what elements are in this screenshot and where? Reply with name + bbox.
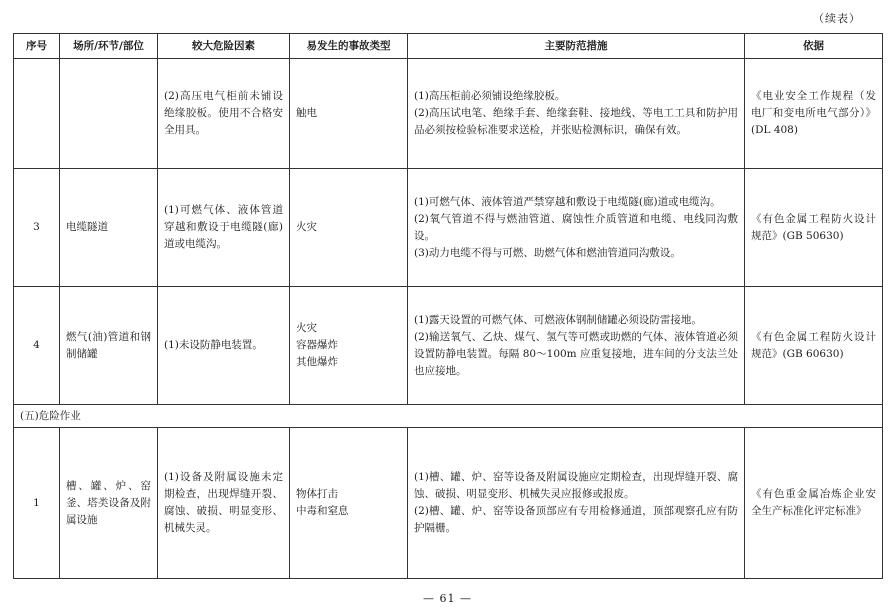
header-seq: 序号 [14,34,60,59]
page-number: — 61 — [423,592,472,605]
cell-seq: 1 [14,428,60,579]
accident-type: 中毒和窒息 [296,505,349,517]
table-row [14,169,883,287]
accident-type: 火灾 [296,322,317,334]
measure-item: (2)槽、罐、炉、窑等设备顶部应有专用检修通道，顶部观察孔应有防护隔栅。 [414,505,738,534]
continued-label: （续表） [813,12,861,25]
cell-basis: 《有色金属工程防火设计规范》(GB 60630) [745,287,883,405]
cell-place: 燃气(油)管道和钢制储罐 [60,287,158,405]
table-row [14,287,883,405]
accident-type: 容器爆炸 [296,339,338,351]
hazard-table [13,33,883,579]
measure-item: (2)高压试电笔、绝缘手套、绝缘套鞋、接地线、等电工工具和防护用品必须按检验标准要求送检，并张贴检测标识，确保有效。 [414,107,738,136]
table-row [14,59,883,169]
cell-accident [290,169,408,287]
accident-type: 触电 [296,107,317,119]
cell-basis: 《有色金属工程防火设计规范》(GB 50630) [745,169,883,287]
cell-seq: 4 [14,287,60,405]
cell-hazard: (1)可燃气体、液体管道穿越和敷设于电缆隧(廊)道或电缆沟。 [158,169,290,287]
cell-hazard: (1)未设防静电装置。 [158,287,290,405]
measure-item: (1)可燃气体、液体管道严禁穿越和敷设于电缆隧(廊)道或电缆沟。 [414,195,721,208]
header-place: 场所/环节/部位 [60,34,158,59]
cell-hazard: (1)设备及附属设施未定期检查，出现焊缝开裂、腐蚀、破损、明显变形、机械失灵。 [158,428,290,579]
cell-seq [14,59,60,169]
measure-item: (1)槽、罐、炉、窑等设备及附属设施应定期检查，出现焊缝开裂、腐蚀、破损、明显变形、机械失灵应报修或报废。 [414,471,738,500]
accident-type: 其他爆炸 [296,356,338,368]
table-row [14,428,883,579]
cell-measures [408,59,745,169]
cell-basis: 《电业安全工作规程（发电厂和变电所电气部分）》(DL 408) [745,59,883,169]
header-accident: 易发生的事故类型 [290,34,408,59]
section-row [14,405,883,428]
accident-type: 物体打击 [296,488,338,500]
cell-measures [408,428,745,579]
cell-basis: 《有色重金属冶炼企业安全生产标准化评定标准》 [745,428,883,579]
cell-hazard: (2)高压电气柜前未铺设绝缘胶板。使用不合格安全用具。 [158,59,290,169]
measure-item: (2)输送氧气、乙炔、煤气、氢气等可燃或助燃的气体、液体管道必须设置防静电装置。每隔 80～100m 应重复接地，进车间的分支法兰处也应接地。 [414,330,738,377]
section-title: (五)危险作业 [14,405,883,428]
header-measures: 主要防范措施 [408,34,745,59]
cell-measures [408,287,745,405]
cell-accident [290,428,408,579]
cell-accident [290,287,408,405]
cell-seq: 3 [14,169,60,287]
measure-item: (1)露天设置的可燃气体、可燃液体钢制储罐必须设防雷接地。 [414,313,702,326]
measure-item: (1)高压柜前必须铺设绝缘胶板。 [414,90,566,102]
header-basis: 依据 [745,34,883,59]
measure-item: (3)动力电缆不得与可燃、助燃气体和燃油管道同沟敷设。 [414,246,681,259]
cell-place [60,59,158,169]
cell-place: 槽、罐、炉、窑釜、塔类设备及附属设施 [60,428,158,579]
measure-item: (2)氧气管道不得与燃油管道、腐蚀性介质管道和电缆、电线同沟敷设。 [414,212,738,242]
cell-accident [290,59,408,169]
header-hazard: 较大危险因素 [158,34,290,59]
cell-measures [408,169,745,287]
cell-place: 电缆隧道 [60,169,158,287]
accident-type: 火灾 [296,221,317,233]
table-header-row [14,34,883,59]
